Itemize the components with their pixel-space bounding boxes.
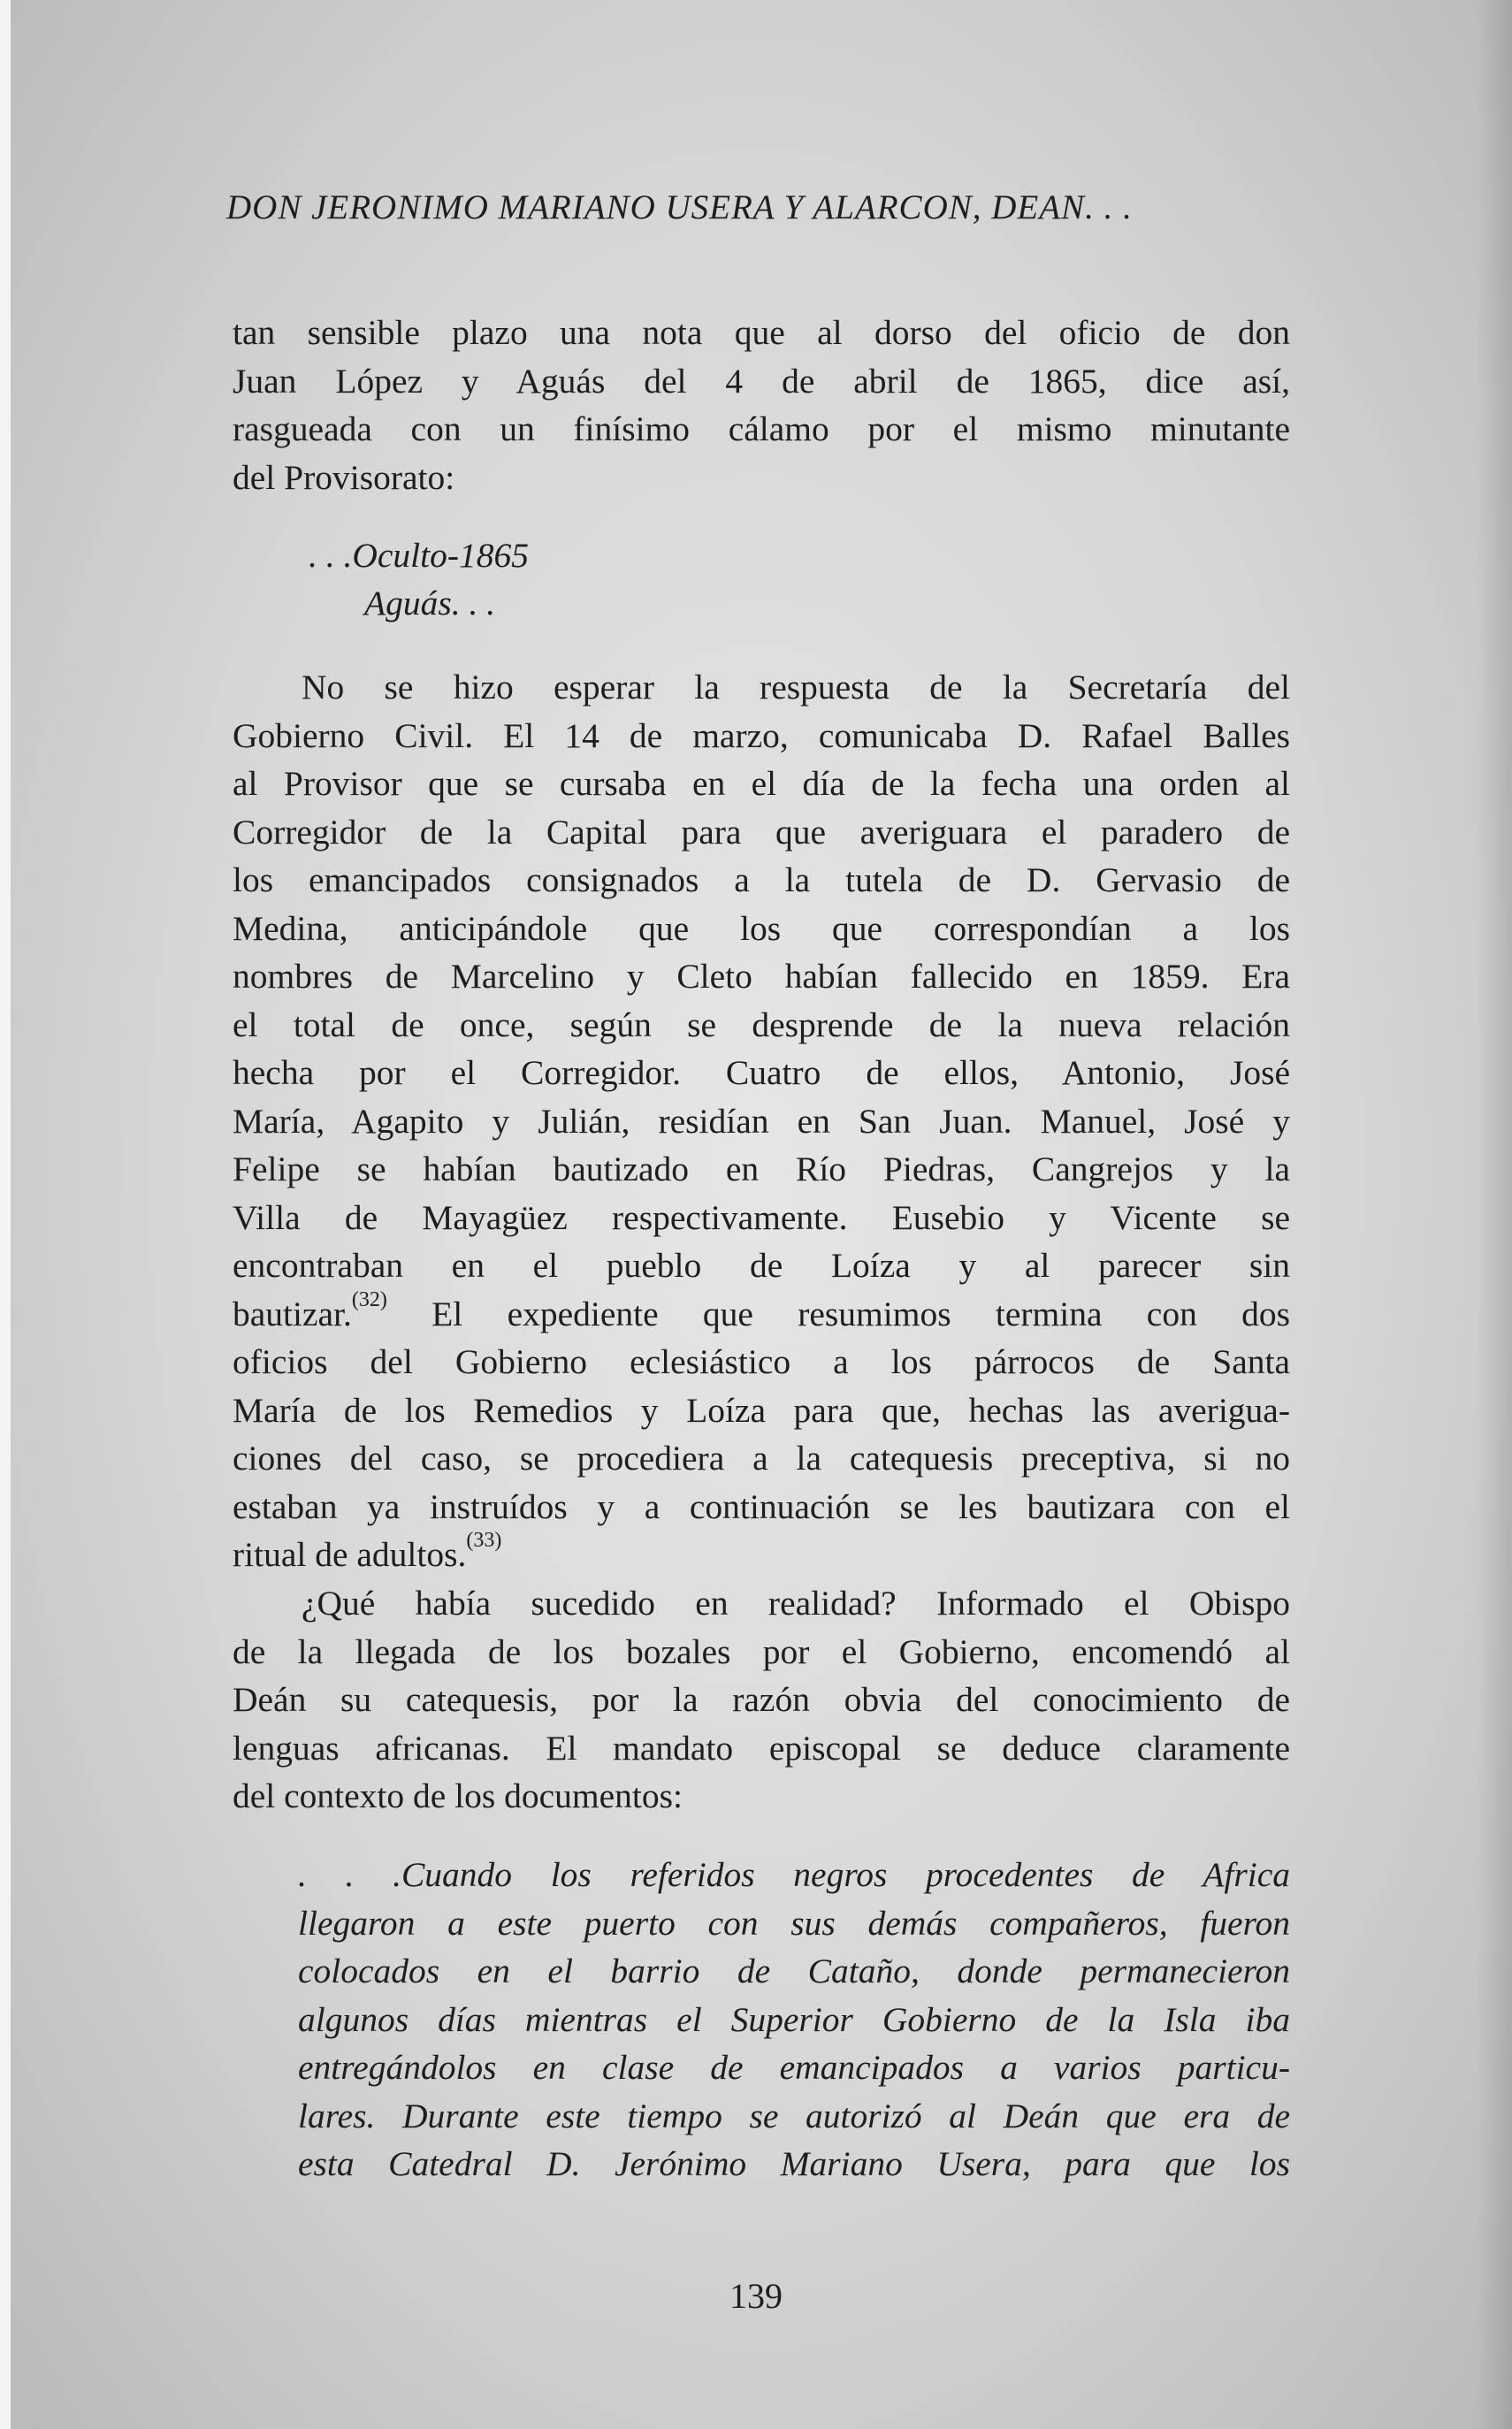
text-line: María, Agapito y Julián, residían en San Juan. Manuel, José y xyxy=(233,1101,1290,1141)
text-line: Corregidor de la Capital para que averiguara el paradero de xyxy=(233,812,1290,852)
footnote-ref-32: (32) xyxy=(351,1287,387,1311)
paragraph-3 xyxy=(233,1579,1290,1821)
running-header: DON JERONIMO MARIANO USERA Y ALARCON, DEAN. . . xyxy=(226,188,1133,226)
text-line: ciones del caso, se procediera a la catequesis preceptiva, si no xyxy=(233,1439,1290,1478)
quote-line: lares. Durante este tiempo se autorizó al Deán que era de xyxy=(298,2096,1290,2135)
text-fragment: bautizar. xyxy=(233,1294,352,1333)
footnote-ref-33: (33) xyxy=(466,1529,502,1552)
text-line: los emancipados consignados a la tutela de D. Gervasio de xyxy=(233,860,1290,899)
text-line xyxy=(233,1531,1290,1579)
text-line: al Provisor que se cursaba en el día de la fecha una orden al xyxy=(233,764,1290,803)
text-line: estaban ya instruídos y a continuación se les bautizara con el xyxy=(233,1486,1290,1526)
text-line: rasgueada con un finísimo cálamo por el mismo minutante xyxy=(233,409,1290,448)
paragraph-1 xyxy=(233,309,1290,501)
quote-1-line-1: . . .Oculto-1865 xyxy=(309,536,530,575)
quote-line: colocados en el barrio de Cataño, donde permanecieron xyxy=(298,1952,1290,1990)
text-line: Villa de Mayagüez respectivamente. Eusebio y Vicente se xyxy=(233,1197,1290,1237)
text-line: Gobierno Civil. El 14 de marzo, comunicaba D. Rafael Balles xyxy=(233,715,1290,755)
text-line: del contexto de los documentos: xyxy=(233,1776,683,1815)
paragraph-2 xyxy=(233,663,1290,1579)
quote-line: llegaron a este puerto con sus demás compañeros, fueron xyxy=(298,1903,1290,1943)
text-line: encontraban en el pueblo de Loíza y al parecer sin xyxy=(233,1246,1290,1285)
quote-1-line-2: Aguás. . . xyxy=(364,584,496,623)
page-left-edge xyxy=(0,0,11,2429)
text-line: Felipe se habían bautizado en Río Piedras, Cangrejos y la xyxy=(233,1150,1290,1188)
quote-line: entregándolos en clase de emancipados a varios particu- xyxy=(298,2048,1290,2087)
text-line: Deán su catequesis, por la razón obvia del conocimiento de xyxy=(233,1680,1290,1719)
text-line: de la llegada de los bozales por el Gobierno, encomendó al xyxy=(233,1631,1290,1671)
text-line: tan sensible plazo una nota que al dorso del oficio de don xyxy=(233,313,1290,352)
text-line: nombres de Marcelino y Cleto habían fallecido en 1859. Era xyxy=(233,957,1290,996)
text-line: Juan López y Aguás del 4 de abril de 1865, dice así, xyxy=(233,361,1290,401)
quote-2 xyxy=(298,1851,1290,2188)
page-number: 139 xyxy=(729,2276,783,2316)
text-line: María de los Remedios y Loíza para que, hechas las averigua- xyxy=(233,1390,1290,1430)
quote-line: algunos días mientras el Superior Gobierno de la Isla iba xyxy=(298,1999,1290,2039)
text-fragment: ritual de adultos. xyxy=(233,1535,467,1574)
quote-line: esta Catedral D. Jerónimo Mariano Usera, para que los xyxy=(298,2144,1290,2183)
text-line: el total de once, según se desprende de la nueva relación xyxy=(233,1004,1290,1044)
text-line: lenguas africanas. El mandato episcopal se deduce claramente xyxy=(233,1728,1290,1768)
text-line: No se hizo esperar la respuesta de la Secretaría del xyxy=(302,668,1290,707)
text-line xyxy=(233,1287,1290,1339)
text-fragment: El expediente que resumimos termina con dos xyxy=(386,1294,1290,1333)
text-line: del Provisorato: xyxy=(233,457,455,497)
text-line: ¿Qué había sucedido en realidad? Informado el Obispo xyxy=(302,1584,1290,1623)
quote-line: . . .Cuando los referidos negros procedentes de Africa xyxy=(298,1855,1290,1894)
page-right-shadow xyxy=(1477,0,1512,2429)
text-line: hecha por el Corregidor. Cuatro de ellos, Antonio, José xyxy=(233,1053,1290,1092)
text-line: oficios del Gobierno eclesiástico a los párrocos de Santa xyxy=(233,1342,1290,1381)
text-line: Medina, anticipándole que los que correspondían a los xyxy=(233,908,1290,948)
